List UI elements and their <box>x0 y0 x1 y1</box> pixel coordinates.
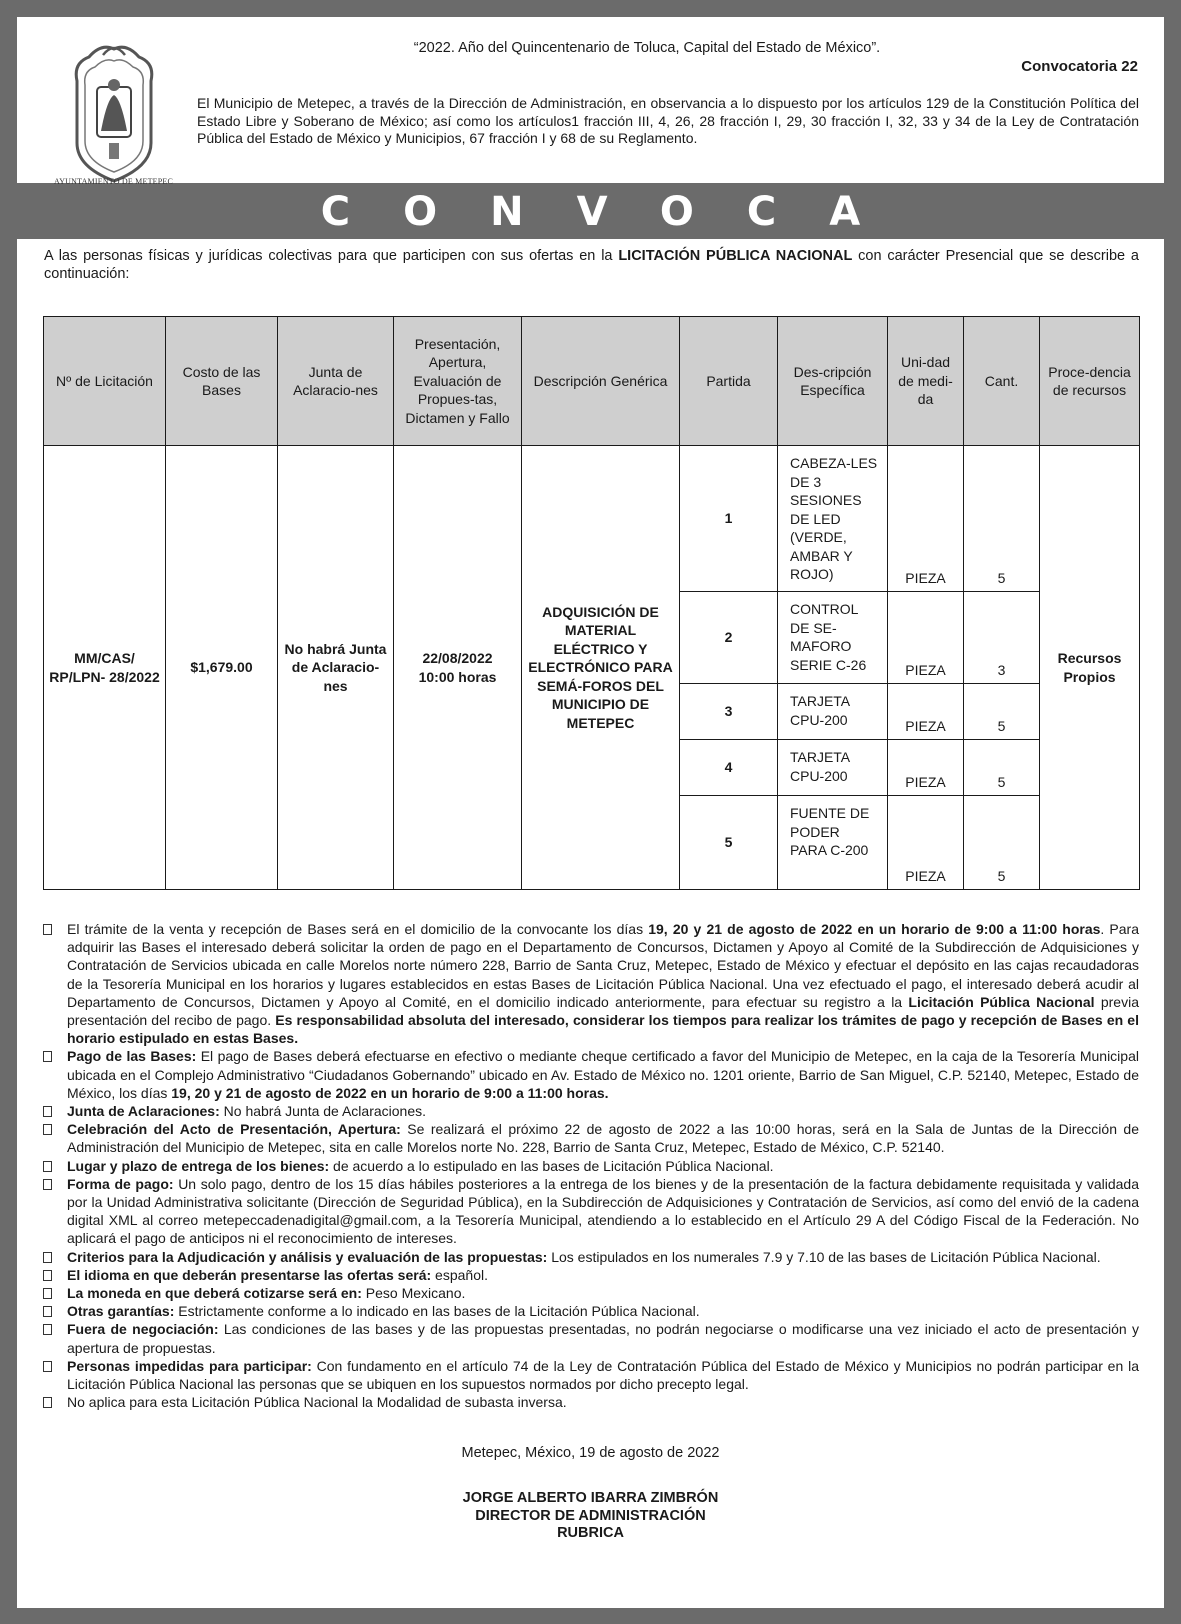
header-descripcion-especifica: Des-cripción Específica <box>778 317 888 446</box>
place-date: Metepec, México, 19 de agosto de 2022 <box>461 1445 720 1461</box>
list-item-bold-text: Es responsabilidad absoluta del interesado, considerar los tiempos para realizar los trámites de pago y recepción de Bases en el horario estipulado en estas Bases. <box>67 1012 1139 1047</box>
specific-description: TARJETA CPU-200 <box>778 740 888 796</box>
intro-paragraph: El Municipio de Metepec, a través de la Dirección de Administración, en observancia a lo dispuesto por los artículos 129 de la Constitución Política del Estado Libre y Soberano de México; así como los artículos1 fracción III, 4, 26, 28 fracción I, 29, 30 fracción I, 32, 33 y 34 de la Ley de Contratación Pública del Estado de México y Municipios, 67 fracción I y 68 de su Reglamento. <box>197 95 1139 146</box>
unit: PIEZA <box>888 684 964 740</box>
unit: PIEZA <box>888 446 964 592</box>
licitacion-number: MM/CAS/ RP/LPN- 28/2022 <box>44 446 166 890</box>
table-header-row <box>44 317 1140 446</box>
checkbox-bullet-icon <box>43 1270 52 1281</box>
seal-caption: AYUNTAMIENTO DE METEPEC <box>53 177 174 186</box>
lead-text-end: con carácter Presencial que se describe a continuación: <box>44 248 1139 282</box>
header-numero: Nº de Licitación <box>44 317 166 446</box>
header-junta: Junta de Aclaracio-nes <box>278 317 394 446</box>
header-presentacion: Presentación, Apertura, Evaluación de Propues-tas, Dictamen y Fallo <box>394 317 522 446</box>
list-item-text: No aplica para esta Licitación Pública Nacional la Modalidad de subasta inversa. <box>67 1394 567 1411</box>
municipal-seal-icon <box>59 39 169 189</box>
presentation-date: 22/08/2022 <box>422 650 493 666</box>
list-item-bold-text: Lugar y plazo de entrega de los bienes: <box>67 1157 330 1174</box>
list-item <box>43 1120 1139 1156</box>
main-panel <box>17 239 1164 1608</box>
quantity: 3 <box>964 592 1040 684</box>
checkbox-bullet-icon <box>43 1306 52 1317</box>
unit: PIEZA <box>888 740 964 796</box>
list-item-text: de acuerdo a lo estipulado en las bases de Licitación Pública Nacional. <box>329 1157 774 1174</box>
quantity: 5 <box>964 446 1040 592</box>
checkbox-bullet-icon <box>43 1288 52 1299</box>
partida-number: 2 <box>680 592 778 684</box>
list-item-text: Se realizará el próximo 22 de agosto de 2022 a las 10:00 horas, será en la Sala de Juntas de la Dirección de Administración del Municipio de Metepec, sita en calle Morelos norte No. 228, Barrio de Santa Cruz, Metepec, Estado de México, C.P. 52140. <box>67 1121 1139 1156</box>
list-item-text: Con fundamento en el artículo 74 de la Ley de Contratación Pública del Estado de México y Municipios no podrán participar en la Licitación Pública Nacional las personas que se ubiquen en los supuestos normados por dicho precepto legal. <box>67 1357 1139 1393</box>
signature-block <box>17 1490 1164 1543</box>
list-item-text: Los estipulados en los numerales 7.9 y 7.10 de las bases de Licitación Pública Nacional. <box>547 1248 1101 1265</box>
list-item-text: . Para adquirir las Bases el interesado deberá solicitar la orden de pago en el Departamento de Concursos, Dictamen y Apoyo al Comité de la Subdirección de Adquisiciones y Contratación de Servicios ubicada en calle Morelos norte número 228, Barrio de Santa Cruz, Metepec, Estado de México y efectuar el depósito en las cajas recaudadoras de la Tesorería Municipal en los horarios y lugares establecidos en estas Bases de Licitación Pública Nacional. Una vez efectuado el pago, el interesado deberá acudir al Departamento de Concursos, Dictamen y Apoyo al Comité, en el domicilio indicado anteriormente, para efectuar su registro a la <box>67 921 1139 1010</box>
list-item-bold-text: 19, 20 y 21 de agosto de 2022 en un horario de 9:00 a 11:00 horas. <box>171 1084 609 1101</box>
quantity: 5 <box>964 796 1040 890</box>
licitacion-table <box>43 316 1140 890</box>
list-item-text: El trámite de la venta y recepción de Bases será en el domicilio de la convocante los días <box>67 921 649 937</box>
list-item-text: previa presentación del recibo de pago. <box>67 993 1139 1029</box>
signer-name: JORGE ALBERTO IBARRA ZIMBRÓN <box>462 1490 719 1506</box>
list-item <box>43 1047 1139 1102</box>
lead-paragraph <box>44 247 1139 283</box>
header-panel <box>17 17 1164 186</box>
list-item-text: Peso Mexicano. <box>361 1285 466 1302</box>
unit: PIEZA <box>888 592 964 684</box>
list-item <box>43 1102 1139 1120</box>
list-item-text: Un solo pago, dentro de los 15 días hábiles posteriores a la entrega de los bienes y de la presentación de la factura debidamente requisitada y validada por la Unidad Administrativa solicitante (Dirección de Seguridad Pública), en la Subdirección de Adquisiciones y Contratación de Servicios, así como del envió de la cadena digital XML al correo metepeccadenadigital@gmail.com, a la Tesorería Municipal, atendiendo a lo establecido en el Artículo 29 A del Código Fiscal de la Federación. No aplicará el pago de anticipos ni el reconocimiento de intereses. <box>67 1175 1139 1247</box>
checkbox-bullet-icon <box>43 924 52 935</box>
checkbox-bullet-icon <box>43 1361 52 1372</box>
convoca-title: CONVOCA <box>320 189 914 235</box>
checkbox-bullet-icon <box>43 1397 52 1408</box>
header-descripcion-generica: Descripción Genérica <box>522 317 680 446</box>
header-cantidad: Cant. <box>964 317 1040 446</box>
checkbox-bullet-icon <box>43 1324 52 1335</box>
specific-description: TARJETA CPU-200 <box>778 684 888 740</box>
checkbox-bullet-icon <box>43 1252 52 1263</box>
resources-origin: Recursos Propios <box>1040 446 1140 890</box>
quantity: 5 <box>964 684 1040 740</box>
presentation-datetime <box>394 446 522 890</box>
list-item-bold-text: 19, 20 y 21 de agosto de 2022 en un horario de 9:00 a 11:00 horas <box>648 921 1101 937</box>
checkbox-bullet-icon <box>43 1161 52 1172</box>
list-item-text: Las condiciones de las bases y de las propuestas presentadas, no podrán negociarse o modificarse una vez iniciado el acto de presentación y apertura de propuestas. <box>67 1321 1139 1356</box>
header-costo: Costo de las Bases <box>166 317 278 446</box>
junta-value: No habrá Junta de Aclaracio-nes <box>278 446 394 890</box>
conditions-list <box>43 920 1139 1411</box>
list-item <box>43 1393 1139 1411</box>
list-item <box>43 920 1139 1047</box>
unit: PIEZA <box>888 796 964 890</box>
list-item-bold-text: Junta de Aclaraciones: <box>67 1103 220 1120</box>
partida-number: 4 <box>680 740 778 796</box>
checkbox-bullet-icon <box>43 1106 52 1117</box>
partida-number: 3 <box>680 684 778 740</box>
convocatoria-number: Convocatoria 22 <box>1021 58 1138 75</box>
quantity: 5 <box>964 740 1040 796</box>
list-item <box>43 1175 1139 1248</box>
year-motto: “2022. Año del Quincentenario de Toluca, Capital del Estado de México”. <box>413 40 881 56</box>
list-item-bold-text: Criterios para la Adjudicación y análisis y evaluación de las propuestas: <box>67 1248 548 1265</box>
partida-number: 5 <box>680 796 778 890</box>
signer-title: DIRECTOR DE ADMINISTRACIÓN <box>475 1507 706 1524</box>
list-item-bold-text: Personas impedidas para participar: <box>67 1357 312 1374</box>
checkbox-bullet-icon <box>43 1179 52 1190</box>
list-item-text: El pago de Bases deberá efectuarse en efectivo o mediante cheque certificado a favor del Municipio de Metepec, en la caja de la Tesorería Municipal ubicada en el Complejo Administrativo “Ciudadanos Gobernando” ubicado en Av. Estado de México no. 1201 oriente, Barrio de San Miguel, C.P. 52140, Metepec, Estado de México, los días <box>67 1048 1139 1101</box>
list-item-bold-text: La moneda en que deberá cotizarse será en: <box>67 1285 362 1302</box>
list-item <box>43 1157 1139 1175</box>
list-item-bold-text: Otras garantías: <box>67 1303 175 1320</box>
list-item <box>43 1248 1139 1266</box>
list-item-text: Estrictamente conforme a lo indicado en las bases de la Licitación Pública Nacional. <box>174 1303 700 1320</box>
list-item-text: No habrá Junta de Aclaraciones. <box>219 1103 427 1120</box>
partida-number: 1 <box>680 446 778 592</box>
header-procedencia: Proce-dencia de recursos <box>1040 317 1140 446</box>
list-item-bold-text: Forma de pago: <box>67 1175 174 1192</box>
list-item <box>43 1266 1139 1284</box>
header-partida: Partida <box>680 317 778 446</box>
list-item <box>43 1284 1139 1302</box>
lead-text-bold: LICITACIÓN PÚBLICA NACIONAL <box>618 248 853 264</box>
bases-cost: $1,679.00 <box>166 446 278 890</box>
list-item-bold-text: Licitación Pública Nacional <box>908 993 1095 1010</box>
header-unidad: Uni-dad de medi-da <box>888 317 964 446</box>
list-item <box>43 1357 1139 1393</box>
checkbox-bullet-icon <box>43 1124 52 1135</box>
specific-description: FUENTE DE PODER PARA C-200 <box>778 796 888 890</box>
list-item-bold-text: Celebración del Acto de Presentación, Apertura: <box>67 1121 401 1138</box>
list-item-bold-text: Fuera de negociación: <box>67 1321 219 1338</box>
signature-rubrica: RUBRICA <box>557 1525 624 1541</box>
list-item <box>43 1320 1139 1356</box>
list-item-bold-text: El idioma en que deberán presentarse las ofertas será: <box>67 1266 432 1283</box>
checkbox-bullet-icon <box>43 1051 52 1062</box>
list-item <box>43 1302 1139 1320</box>
presentation-time: 10:00 horas <box>418 668 497 685</box>
generic-description: ADQUISICIÓN DE MATERIAL ELÉCTRICO Y ELECTRÓNICO PARA SEMÁ-FOROS DEL MUNICIPIO DE METEPEC <box>522 446 680 890</box>
lead-text-start: A las personas físicas y jurídicas colectivas para que participen con sus ofertas en la <box>44 248 619 264</box>
list-item-text: español. <box>431 1266 488 1283</box>
specific-description: CABEZA-LES DE 3 SESIONES DE LED (VERDE, AMBAR Y ROJO) <box>778 446 888 592</box>
table-row <box>44 446 1140 592</box>
specific-description: CONTROL DE SE-MAFORO SERIE C-26 <box>778 592 888 684</box>
list-item-bold-text: Pago de las Bases: <box>67 1048 197 1065</box>
